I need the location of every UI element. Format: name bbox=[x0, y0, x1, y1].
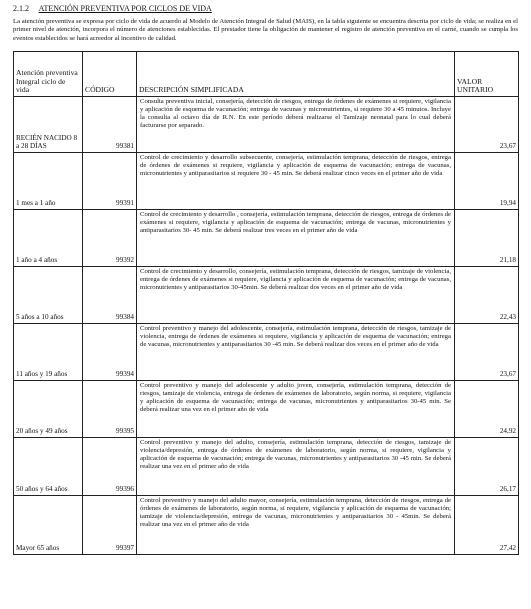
cell-description: Control de crecimiento y desarrollo subsecuente, consejería, estimulación temprana, detección de riesgos, entrega de órdenes de exámenes si requiere, vigilancia y aplicación de esquema de vacunación; entrega de vacunas, micronutrientes y antiparasitarios si requiere 30 - 45 min. Se deberá realizar cinco veces en el primer año de vida bbox=[137, 152, 455, 209]
cell-value: 19,94 bbox=[455, 152, 519, 209]
header-value: VALOR UNITARIO bbox=[455, 51, 519, 96]
table-row bbox=[14, 323, 519, 380]
cell-value: 26,17 bbox=[455, 437, 519, 495]
cell-code: 99394 bbox=[83, 323, 137, 380]
cell-code: 99395 bbox=[83, 380, 137, 437]
cell-cycle: 11 años y 19 años bbox=[14, 323, 83, 380]
cell-value: 22,43 bbox=[455, 266, 519, 323]
intro-paragraph: La atención preventiva se expresa por ciclo de vida de acuerdo al Modelo de Atención Integral de Salud (MAIS), en la tabla siguiente se encuentra descrita por ciclo de vida; se realiza en el primer nivel de atención, incorpora el número de atenciones establecidas. El prestador tiene la obligación de mantener el registro de atención preventiva en el carné, cuando se cumpla los eventos establecidos se hará acreedor al incentivo de calidad. bbox=[13, 18, 518, 42]
cell-value: 23,67 bbox=[455, 323, 519, 380]
cell-code: 99391 bbox=[83, 152, 137, 209]
cell-description: Control preventivo y manejo del adolescente, consejería, estimulación temprana, detección de riesgos, tamizaje de violencia, entrega de órdenes de exámenes si requiere, vigilancia y aplicación de esquema de vacunación; entrega de vacunas, micronutrientes y antiparasitarios 30 -45 min. Se deberá realizar dos veces en el primer año de vida bbox=[137, 323, 455, 380]
cell-description: Control de crecimiento y desarrollo, consejería, estimulación temprana, detección de riesgos, tamizaje de violencia, entrega de órdenes de exámenes si requiere, vigilancia y aplicación de esquema de vacunación; entrega de vacunas, micronutrientes y antiparasitarios 30-45min. Se deberá realizar dos veces en el primer año de vida bbox=[137, 266, 455, 323]
table-row bbox=[14, 152, 519, 209]
cell-description: Control de crecimiento y desarrollo , consejería, estimulación temprana, detección de riesgos, entrega de órdenes de exámenes si requiere, vigilancia y aplicación de esquema de vacunación; entrega de vacunas, micronutrientes y antiparasitarios 30- 45 min. Se deberá realizar tres veces en el primer año de vida bbox=[137, 209, 455, 266]
cell-description: Control preventivo y manejo del adulto mayor, consejería, estimulación temprana, detección de riesgos, entrega de órdenes de exámenes de laboratorio, según norma, si requiere, vigilancia y aplicación de esquema de vacunación; tamizaje de violencia/depresión, entrega de vacunas, micronutrientes y antiparasitarios 30 - 45min. Se deberá realizar una vez en el primer año de vida bbox=[137, 495, 455, 554]
preventive-care-table bbox=[13, 51, 519, 555]
cell-cycle: RECIÉN NACIDO 8 a 28 DÍAS bbox=[14, 96, 83, 152]
table-row bbox=[14, 96, 519, 152]
cell-value: 27,42 bbox=[455, 495, 519, 554]
header-code: CÓDIGO bbox=[83, 51, 137, 96]
cell-code: 99381 bbox=[83, 96, 137, 152]
cell-description: Consulta preventiva inicial, consejería, detección de riesgos, entrega de órdenes de exámenes si requiere, vigilancia y aplicación de esquema de vacunación; entrega de vacunas y micronutrientes, si requiere 30 a 45 minutos. Incluye la consulta al octavo día de R.N. En este período deberá realizarse el Tamizaje neonatal para lo cual deberá facturarse por separado. bbox=[137, 96, 455, 152]
cell-value: 23,67 bbox=[455, 96, 519, 152]
cell-description: Control preventivo y manejo del adolescente y adulto joven, consejería, estimulación temprana, detección de riesgos, tamizaje de violencia, entrega de órdenes de exámenes de laboratorio, según norma, si requiere, vigilancia y aplicación de esquema de vacunación; entrega de vacunas, micronutrientes y antiparasitarios 30-45 min. Se deberá realizar una vez en el primer año de vida bbox=[137, 380, 455, 437]
cell-cycle: 20 años y 49 años bbox=[14, 380, 83, 437]
table-row bbox=[14, 495, 519, 554]
cell-code: 99384 bbox=[83, 266, 137, 323]
table-row bbox=[14, 266, 519, 323]
section-title: ATENCIÓN PREVENTIVA POR CICLOS DE VIDA bbox=[38, 4, 212, 13]
cell-cycle: 1 mes a 1 año bbox=[14, 152, 83, 209]
cell-cycle: 50 años y 64 años bbox=[14, 437, 83, 495]
table-header-row bbox=[14, 51, 519, 96]
table-row bbox=[14, 380, 519, 437]
cell-value: 21,18 bbox=[455, 209, 519, 266]
header-description: DESCRIPCIÓN SIMPLIFICADA bbox=[137, 51, 455, 96]
section-heading bbox=[13, 4, 518, 13]
document-page bbox=[13, 4, 518, 555]
cell-code: 99392 bbox=[83, 209, 137, 266]
table-row bbox=[14, 437, 519, 495]
cell-description: Control preventivo y manejo del adulto, consejería, estimulación temprana, detección de riesgos, tamizaje de violencia/depresión, entrega de órdenes de exámenes de laboratorio, según norma, si requiere, vigilancia y aplicación de esquema de vacunación; entrega de vacunas, micronutrientes y antiparasitarios 30 -45 min. Se deberá realizar una vez en el primer año de vida bbox=[137, 437, 455, 495]
cell-code: 99397 bbox=[83, 495, 137, 554]
table-row bbox=[14, 209, 519, 266]
cell-code: 99396 bbox=[83, 437, 137, 495]
cell-cycle: 5 años a 10 años bbox=[14, 266, 83, 323]
cell-cycle: Mayor 65 años bbox=[14, 495, 83, 554]
cell-cycle: 1 año a 4 años bbox=[14, 209, 83, 266]
cell-value: 24,92 bbox=[455, 380, 519, 437]
header-cycle: Atención preventiva Integral ciclo de vida bbox=[14, 51, 83, 96]
section-number: 2.1.2 bbox=[13, 4, 29, 13]
